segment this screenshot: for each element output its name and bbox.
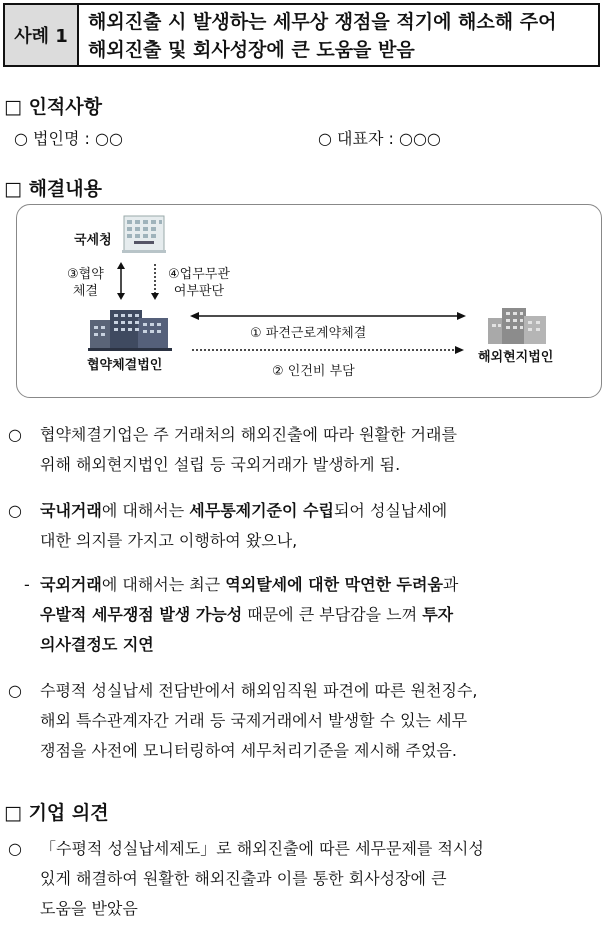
vertical-arrows	[110, 262, 170, 302]
emphasis-text: 투자	[422, 605, 454, 624]
section-heading-opinion: □ 기업 의견	[4, 802, 109, 824]
bullet-mark: ○	[8, 839, 22, 858]
ceo-name: ○ 대표자 : ○○○	[318, 129, 441, 148]
paragraph-4	[4, 676, 602, 766]
section-heading-profile: □ 인적사항	[4, 96, 102, 118]
case-title	[88, 8, 598, 64]
case-title-line1: 해외진출 시 발생하는 세무상 쟁점을 적기에 해소해 주어	[88, 11, 557, 33]
nts-building-icon	[118, 212, 170, 254]
paragraph-2	[4, 496, 602, 556]
opinion-paragraph	[4, 834, 602, 924]
plain-text: 과	[442, 575, 459, 594]
nts-label: 국세청	[74, 233, 112, 248]
case-title-line2: 해외진출 및 회사성장에 큰 도움을 받음	[88, 39, 415, 61]
paragraph-3-line3: 의사결정도 지연	[40, 635, 154, 654]
plain-text: 에 대해서는	[101, 501, 190, 520]
paragraph-4-line2: 해외 특수관계자간 거래 등 국제거래에서 발생할 수 있는 세무	[40, 711, 468, 730]
emphasis-text: 국내거래	[40, 501, 102, 520]
dash-mark: -	[24, 575, 30, 594]
emphasis-text: 세무통제기준이 수립	[189, 501, 334, 520]
emphasis-text: 국외거래	[40, 575, 102, 594]
section-heading-resolution: □ 해결내용	[4, 178, 102, 200]
opinion-line2: 있게 해결하여 원활한 해외진출과 이를 통한 회사성장에 큰	[40, 869, 447, 888]
paragraph-1-line2: 위해 해외현지법인 설립 등 국외거래가 발생하게 됨.	[40, 455, 401, 474]
review-label-line1: ④업무무관	[168, 267, 230, 282]
plain-text: 되어 성실납세에	[333, 501, 448, 520]
opinion-line1: 「수평적 성실납세제도」로 해외진출에 따른 세무문제를 적시성	[40, 839, 484, 858]
partner-label: 협약체결법인	[87, 358, 163, 373]
overseas-building-icon	[486, 306, 548, 346]
agreement-label-line1: ③협약	[67, 267, 104, 282]
labor-cost-label: ② 인건비 부담	[272, 364, 355, 379]
paragraph-3-line2	[40, 600, 602, 630]
bullet-mark: ○	[8, 501, 22, 520]
overseas-label: 해외현지법인	[478, 350, 554, 365]
review-label	[168, 266, 230, 300]
bullet-mark: ○	[8, 425, 22, 444]
dispatch-contract-label: ① 파견근로계약체결	[250, 326, 367, 341]
paragraph-3	[4, 570, 602, 660]
case-tag: 사례 1	[5, 5, 79, 65]
paragraph-4-line1: 수평적 성실납세 전담반에서 해외임직원 파견에 따른 원천징수,	[40, 681, 478, 700]
paragraph-3-line1	[40, 570, 602, 600]
agreement-label	[67, 266, 104, 300]
plain-text: 때문에 큰 부담감을 느껴	[242, 605, 423, 624]
agreement-label-line2: 체결	[72, 284, 98, 299]
emphasis-text: 역외탈세에 대한 막연한 두려움	[225, 575, 443, 594]
company-name: ○ 법인명 : ○○	[14, 129, 123, 148]
paragraph-2-line2: 대한 의지를 가지고 이행하여 왔으나,	[40, 531, 298, 550]
emphasis-text: 우발적 세무쟁점 발생 가능성	[40, 605, 243, 624]
opinion-line3: 도움을 받았음	[40, 899, 138, 918]
paragraph-4-line3: 쟁점을 사전에 모니터링하여 세무처리기준을 제시해 주었음.	[40, 741, 457, 760]
plain-text: 에 대해서는 최근	[101, 575, 226, 594]
bullet-mark: ○	[8, 681, 22, 700]
partner-building-icon	[88, 306, 172, 352]
paragraph-1	[4, 420, 602, 480]
review-label-line2: 여부판단	[173, 284, 225, 299]
paragraph-2-line1	[40, 496, 602, 526]
paragraph-1-line1: 협약체결기업은 주 거래처의 해외진출에 따라 원활한 거래를	[40, 425, 457, 444]
